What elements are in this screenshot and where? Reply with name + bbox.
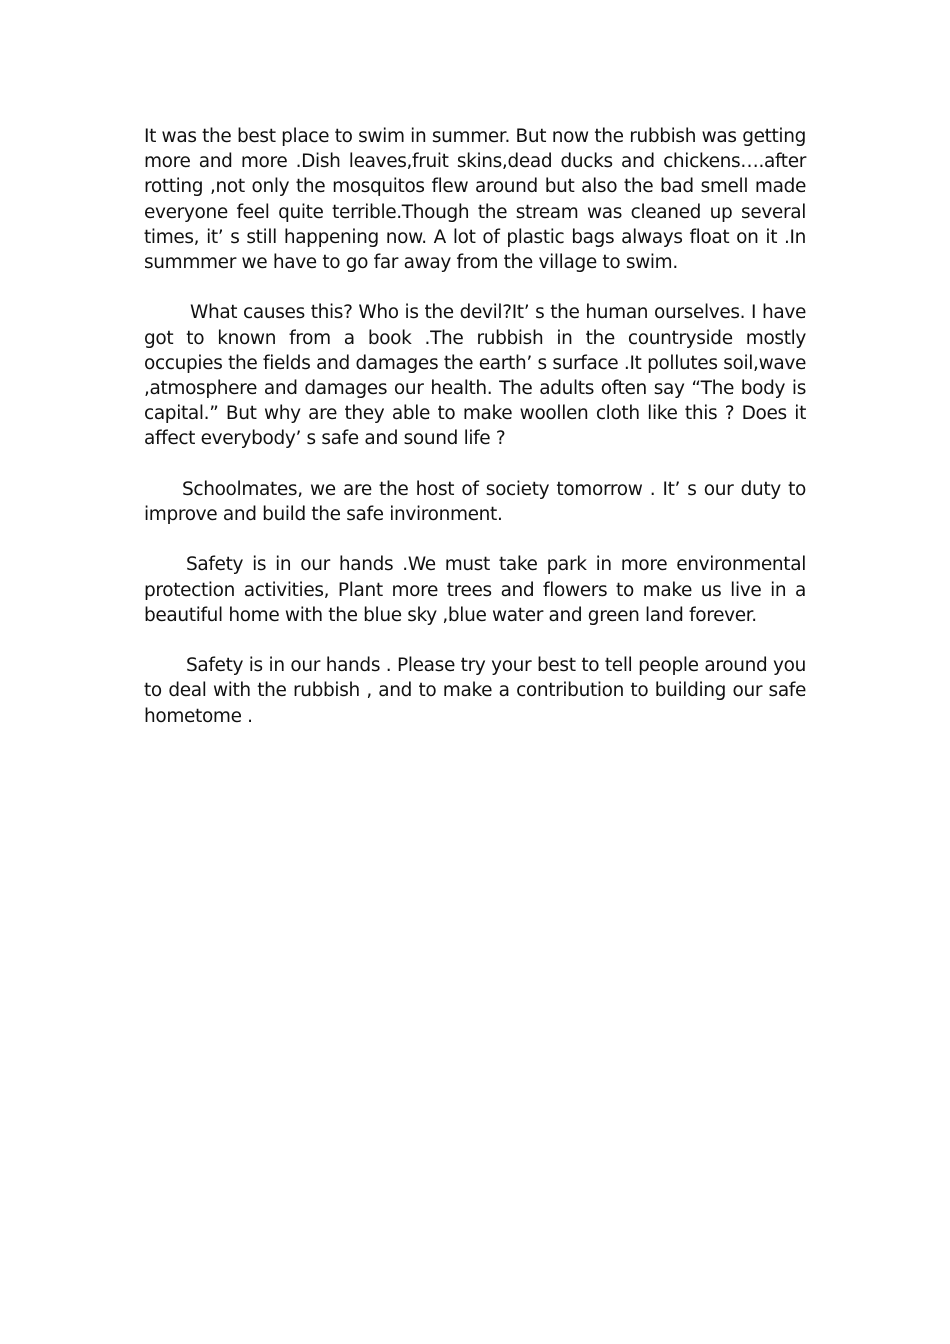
paragraph-2: What causes this? Who is the devil?It’ s the human ourselves. I have got to known from a book .The rubbish in the countryside mostly occupies the fields and damages the earth’ s surface .It pollutes soil,wave ,atmosphere and damages our health. The adults often say “The body is capital.” But why are they able to make woollen cloth like this ? Does it affect everybody’ s safe and sound life ? [144,302,812,450]
paragraph-5: Safety is in our hands . Please try your best to tell people around you to deal with the rubbish , and to make a contribution to building our safe hometome . [144,655,812,727]
paragraph-1: It was the best place to swim in summer. But now the rubbish was getting more and more .Dish leaves,fruit skins,dead ducks and chickens….after rotting ,not only the mosquitos flew around but also the bad smell made everyone feel quite terrible.Though the stream was cleaned up several times, it’ s still happening now. A lot of plastic bags always float on it .In summmer we have to go far away from the village to swim. [144,126,812,274]
paragraph-4: Safety is in our hands .We must take park in more environmental protection activities, Plant more trees and flowers to make us live in a beautiful home with the blue sky ,blue water and green land forever. [144,554,812,626]
document-body [144,124,812,729]
paragraph-3: Schoolmates, we are the host of society tomorrow . It’ s our duty to improve and build the safe invironment. [144,478,812,526]
